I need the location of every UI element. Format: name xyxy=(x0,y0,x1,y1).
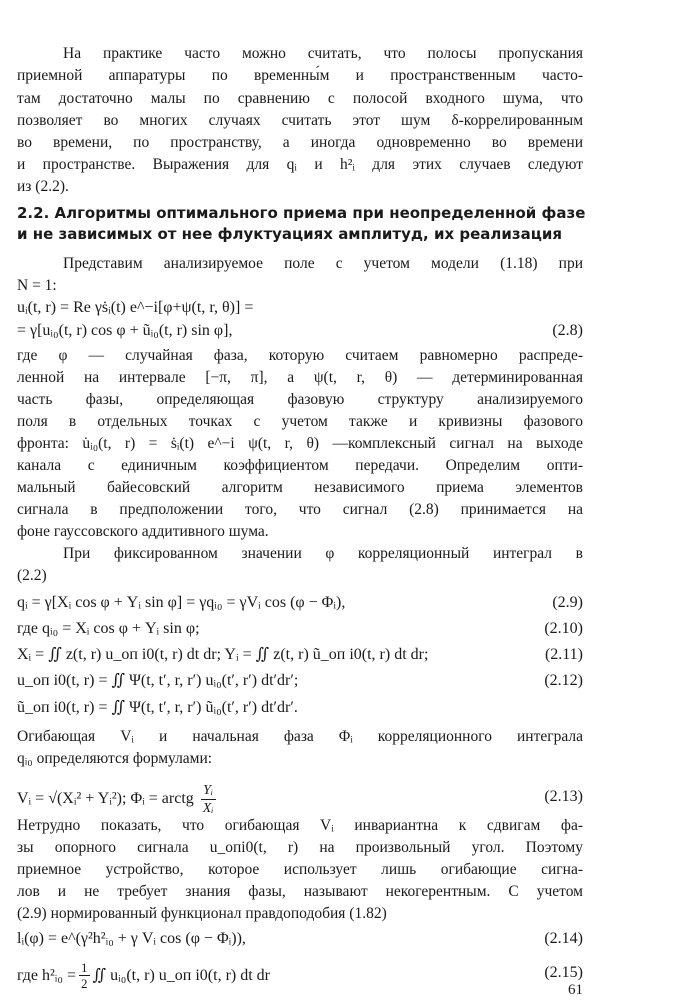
para5-line-3: приемное устройство, которое использует лишь огибающие сигна- xyxy=(17,861,583,878)
para3-line-2: (2.2) xyxy=(17,567,47,584)
page-number: 61 xyxy=(568,982,583,998)
intro-line-7: из (2.2). xyxy=(17,178,69,195)
para1-line-1: Представим анализируемое поле с учетом модели (1.18) при xyxy=(63,255,583,272)
para5-line-1: Нетрудно показать, что огибающая Vᵢ инвариантна к сдвигам фа- xyxy=(17,817,583,834)
para3-line-1: При фиксированном значении φ корреляционный интеграл в xyxy=(63,545,583,562)
para2-line-7: мальный байесовский алгоритм независимого приема элементов xyxy=(17,479,583,496)
para2-line-8: сигнала в предположении того, что сигнал (2.8) принимается на xyxy=(17,501,583,518)
section-heading-line-2: и не зависимых от нее флуктуациях амплитуд, их реализация xyxy=(17,225,562,243)
para2-line-2: ленной на интервале [−π, π], а ψ(t, r, θ) — детерминированная xyxy=(17,369,583,386)
equation-number-2-10: (2.10) xyxy=(544,620,583,637)
intro-line-2: приемной аппаратуры по временны́м и пространственным часто- xyxy=(17,67,583,84)
equation-number-2-11: (2.11) xyxy=(544,646,583,663)
para2-line-4: поля в отдельных точках с учетом также и кривизны фазового xyxy=(17,413,583,430)
equation-number-2-8: (2.8) xyxy=(552,322,583,339)
equation-2-13-fraction xyxy=(201,782,216,817)
equation-2-8-line-1: uᵢ(t, r) = Re γṡᵢ(t) e^−i[φ+ψ(t, r, θ)] = xyxy=(17,299,254,316)
para2-line-1: где φ — случайная фаза, которую считаем равномерно распреде- xyxy=(17,347,583,364)
para4-line-2: qᵢ₀ определяются формулами: xyxy=(17,750,213,767)
equation-number-2-15: (2.15) xyxy=(544,964,583,981)
equation-2-11: Xᵢ = ∬ z(t, r) u_оп i0(t, r) dt dr; Yᵢ = ∬ z(t, r) ũ_оп i0(t, r) dt dr; xyxy=(17,646,429,663)
equation-2-15-lhs: где h²ᵢ₀ = xyxy=(17,966,77,984)
equation-2-13-lhs: Vᵢ = √(Xᵢ² + Yᵢ²); Φᵢ = arctg xyxy=(17,790,194,808)
para2-line-5: фронта: u̇ᵢ₀(t, r) = ṡᵢ(t) e^−i ψ(t, r, θ) —комплексный сигнал на выходе xyxy=(17,435,583,452)
equation-2-14: lᵢ(φ) = e^(γ²h²ᵢ₀ + γ Vᵢ cos (φ − Φᵢ)), xyxy=(17,930,246,947)
equation-2-13-numerator: Yᵢ xyxy=(201,782,216,800)
para5-line-5: (2.9) нормированный функционал правдоподобия (1.82) xyxy=(17,905,387,922)
equation-2-15-numerator: 1 xyxy=(81,960,88,975)
equation-2-15 xyxy=(17,960,270,991)
intro-line-6: и пространстве. Выражения для qᵢ и h²ᵢ для этих случаев следуют xyxy=(17,156,583,173)
para2-line-3: часть фазы, определяющая фазовую структуру анализируемого xyxy=(17,391,583,408)
equation-2-12-second: ũ_оп i0(t, r) = ∬ Ψ(t, t′, r, r′) ũᵢ₀(t′, r′) dt′dr′. xyxy=(17,699,298,716)
equation-number-2-13: (2.13) xyxy=(544,788,583,805)
intro-line-3: там достаточно малы по сравнению с полосой входного шума, что xyxy=(17,90,583,107)
equation-2-13 xyxy=(17,782,216,817)
para4-line-1: Огибающая Vᵢ и начальная фаза Φᵢ корреляционного интеграла xyxy=(17,728,583,745)
intro-line-5: во времени, по пространству, а иногда одновременно во времени xyxy=(17,134,583,151)
section-heading-line-1: 2.2. Алгоритмы оптимального приема при неопределенной фазе xyxy=(17,204,586,222)
para5-line-4: лов и не требует знания фазы, называют некогерентным. С учетом xyxy=(17,883,583,900)
equation-number-2-9: (2.9) xyxy=(552,594,583,611)
equation-2-8-line-2: = γ[uᵢ₀(t, r) cos φ + ũᵢ₀(t, r) sin φ], xyxy=(17,322,233,339)
equation-2-10: где qᵢ₀ = Xᵢ cos φ + Yᵢ sin φ; xyxy=(17,620,200,637)
intro-line-4: позволяет во многих случаях считать этот шум δ-коррелированным xyxy=(17,112,583,129)
equation-2-15-denominator: 2 xyxy=(81,976,88,991)
equation-2-13-denominator: Xᵢ xyxy=(202,801,214,816)
equation-number-2-12: (2.12) xyxy=(544,672,583,689)
equation-2-12: u_оп i0(t, r) = ∬ Ψ(t, t′, r, r′) uᵢ₀(t′, r′) dt′dr′; xyxy=(17,672,299,689)
para5-line-2: зы опорного сигнала u_опi0(t, r) на произвольный угол. Поэтому xyxy=(17,839,583,856)
para2-line-6: канала с единичным коэффициентом передачи. Определим опти- xyxy=(17,457,583,474)
equation-number-2-14: (2.14) xyxy=(544,930,583,947)
equation-2-15-fraction xyxy=(79,960,90,991)
para1-line-2: N = 1: xyxy=(17,277,57,294)
equation-2-15-rhs: ∬ uᵢ₀(t, r) u_оп i0(t, r) dt dr xyxy=(92,966,270,984)
intro-line-1: На практике часто можно считать, что полосы пропускания xyxy=(63,45,583,62)
para2-line-9: фоне гауссовского аддитивного шума. xyxy=(17,523,269,540)
equation-2-9: qᵢ = γ[Xᵢ cos φ + Yᵢ sin φ] = γqᵢ₀ = γVᵢ cos (φ − Φᵢ), xyxy=(17,594,346,611)
